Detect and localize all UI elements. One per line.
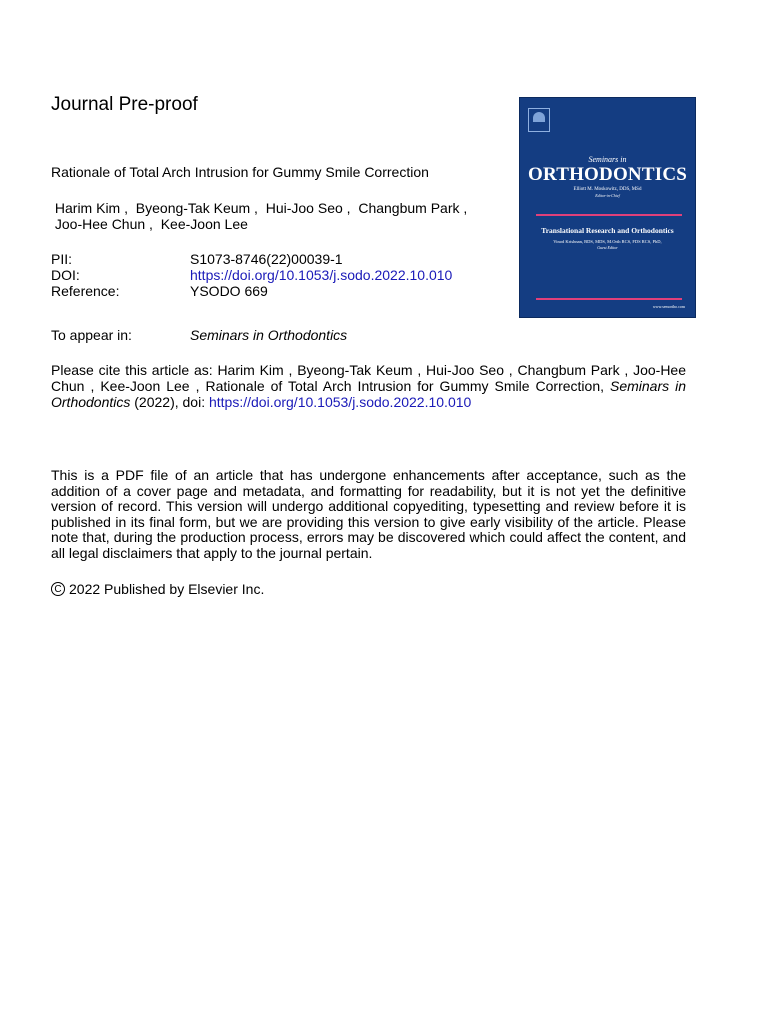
citation-text: Please cite this article as: Harim Kim , Byeong-Tak Keum , Hui-Joo Seo , Changbum Park , Joo-Hee Chun , Kee-Joon Lee , Rationale of Total Arch Intrusion for Gummy Smile Correction, [51, 362, 686, 394]
cover-website: www.semortho.com [652, 304, 685, 309]
journal-pre-proof-heading: Journal Pre-proof [51, 94, 198, 115]
journal-cover-image [519, 97, 696, 318]
cover-title: ORTHODONTICS [527, 164, 688, 185]
appear-in-journal: Seminars in Orthodontics [190, 327, 348, 343]
reference-value: YSODO 669 [190, 283, 268, 299]
cover-guest-role: Guest Editor [597, 245, 618, 250]
copyright-icon: C [51, 582, 65, 596]
citation-paragraph [51, 362, 686, 410]
cover-editor-role: Editor-in-Chief [595, 193, 620, 198]
authors-line-1: Harim Kim , Byeong-Tak Keum , Hui-Joo Seo , Changbum Park , [51, 200, 468, 216]
pii-row [51, 251, 452, 267]
article-metadata [51, 251, 452, 299]
cover-series: Seminars in [588, 155, 627, 164]
cover-guest-editor: Vinod Krishnan, BDS, MDS, M.Orth RCS, FDS RCS, PhD, [553, 239, 662, 244]
copyright-text: 2022 Published by Elsevier Inc. [69, 581, 265, 597]
copyright-line [51, 581, 264, 597]
appear-in-label: To appear in: [51, 327, 132, 343]
cover-editor: Elliott M. Moskowitz, DDS, MSd [573, 187, 642, 192]
reference-label: Reference: [51, 283, 120, 299]
cover-divider-bottom [536, 298, 682, 300]
pii-label: PII: [51, 251, 73, 267]
citation-doi-link[interactable]: https://doi.org/10.1053/j.sodo.2022.10.010 [208, 394, 472, 410]
doi-row [51, 267, 452, 283]
citation-journal: Seminars in Orthodontics [51, 378, 686, 410]
appear-in-row [51, 327, 347, 343]
disclaimer-paragraph: This is a PDF file of an article that has undergone enhancements after acceptance, such as the addition of a cover page and metadata, and formatting for readability, but it is not yet the definitive version of record. This version will undergo additional copyediting, typesetting and review before it is published in its final form, but we are providing this version to give early visibility of the article. Please note that, during the production process, errors may be discovered which could affect the content, and all legal disclaimers that apply to the journal pertain. [51, 467, 686, 561]
cover-divider-top [536, 214, 682, 216]
elsevier-logo-icon [528, 108, 550, 132]
pii-value: S1073-8746(22)00039-1 [190, 251, 343, 267]
doi-label: DOI: [51, 267, 80, 283]
citation-year: (2022), doi: [130, 394, 209, 410]
author-list [51, 200, 491, 232]
cover-subtitle: Translational Research and Orthodontics [541, 226, 674, 235]
article-title: Rationale of Total Arch Intrusion for Gummy Smile Correction [51, 164, 429, 180]
reference-row [51, 283, 452, 299]
doi-link[interactable]: https://doi.org/10.1053/j.sodo.2022.10.010 [190, 267, 453, 283]
authors-line-2: Joo-Hee Chun , Kee-Joon Lee [51, 216, 248, 232]
